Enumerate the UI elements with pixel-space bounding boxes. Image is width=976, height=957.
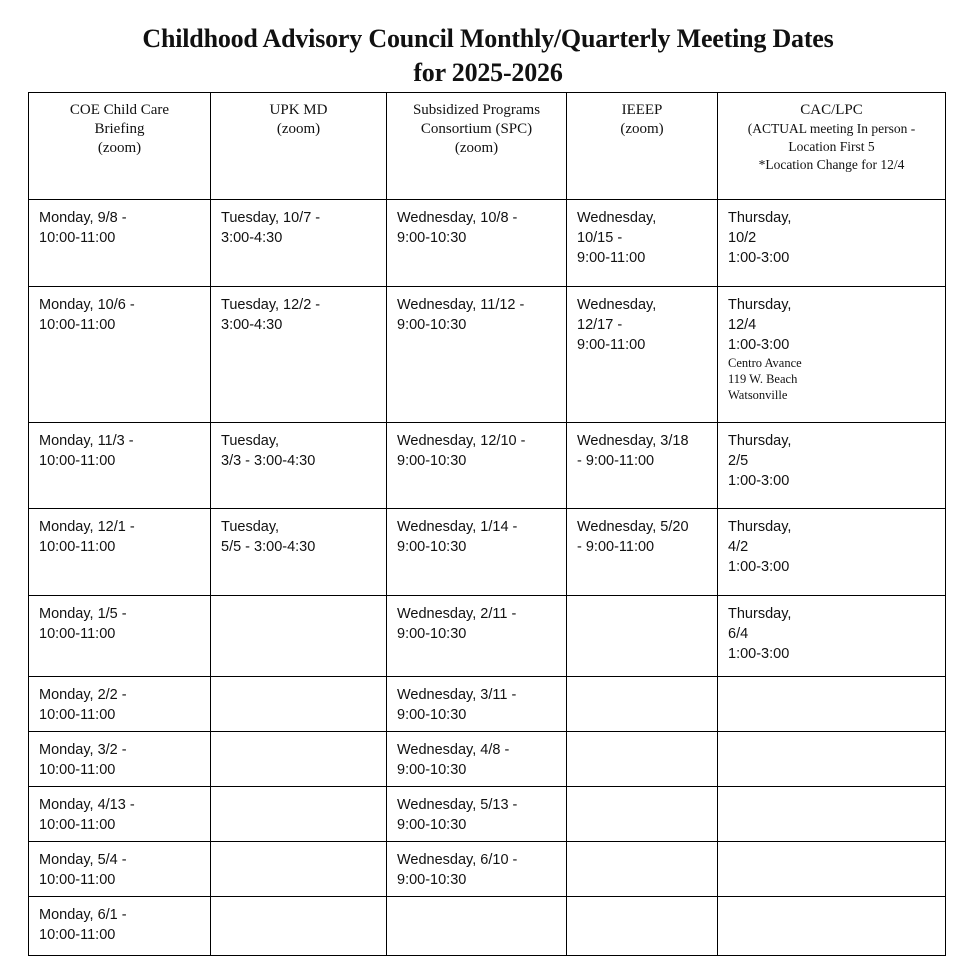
table-header-row bbox=[29, 93, 946, 200]
cell-text-line: 1:00-3:00 bbox=[728, 559, 790, 575]
cell-cac bbox=[718, 200, 946, 287]
cell-text-line: Tuesday, 12/2 - bbox=[221, 297, 321, 313]
column-header-line: UPK MD bbox=[269, 102, 328, 118]
cell-spc bbox=[387, 509, 567, 596]
column-header-line: IEEEP bbox=[621, 102, 663, 118]
cell-cac bbox=[718, 596, 946, 677]
table-row bbox=[29, 423, 946, 509]
cell-text-line: Monday, 11/3 - bbox=[39, 433, 134, 449]
page-title-line-2: for 2025-2026 bbox=[413, 58, 563, 87]
cell-ieeep bbox=[567, 423, 718, 509]
column-header-line: Briefing bbox=[94, 121, 145, 137]
cell-upk bbox=[211, 509, 387, 596]
cell-text-line: 9:00-10:30 bbox=[397, 453, 467, 469]
column-header-coe bbox=[29, 93, 211, 200]
table-row bbox=[29, 596, 946, 677]
cell-upk bbox=[211, 897, 387, 956]
cell-spc bbox=[387, 897, 567, 956]
column-header-note: Location First 5 bbox=[788, 139, 875, 154]
cell-coe bbox=[29, 897, 211, 956]
cell-coe bbox=[29, 423, 211, 509]
cell-spc bbox=[387, 200, 567, 287]
cell-text-line: Monday, 6/1 - bbox=[39, 907, 127, 923]
cell-coe bbox=[29, 200, 211, 287]
cell-text-line: 9:00-10:30 bbox=[397, 817, 467, 833]
cell-text-line: Wednesday, 2/11 - bbox=[397, 606, 517, 622]
cell-text-line: - 9:00-11:00 bbox=[577, 453, 655, 469]
cell-ieeep bbox=[567, 287, 718, 423]
cell-text-line: Monday, 3/2 - bbox=[39, 742, 127, 758]
column-header-upk bbox=[211, 93, 387, 200]
column-header-line: Consortium (SPC) bbox=[420, 121, 533, 137]
cell-text-line: Monday, 12/1 - bbox=[39, 519, 135, 535]
cell-coe bbox=[29, 509, 211, 596]
cell-text-line: Tuesday, 10/7 - bbox=[221, 210, 321, 226]
cell-text-line: 9:00-10:30 bbox=[397, 626, 467, 642]
cell-ieeep bbox=[567, 842, 718, 897]
page-title bbox=[0, 22, 976, 90]
cell-text-line: 12/4 bbox=[728, 317, 757, 333]
cell-text-line: Thursday, bbox=[728, 297, 792, 313]
cell-text-line: Thursday, bbox=[728, 210, 792, 226]
cell-text-line: 12/17 - bbox=[577, 317, 623, 333]
cell-spc bbox=[387, 677, 567, 732]
column-header-spc bbox=[387, 93, 567, 200]
cell-cac bbox=[718, 509, 946, 596]
cell-text-line: Thursday, bbox=[728, 519, 792, 535]
cell-upk bbox=[211, 200, 387, 287]
cell-text-line: 2/5 bbox=[728, 453, 749, 469]
cell-coe bbox=[29, 596, 211, 677]
cell-coe bbox=[29, 732, 211, 787]
table-row bbox=[29, 897, 946, 956]
cell-text-line: Wednesday, 5/13 - bbox=[397, 797, 518, 813]
cell-text-line: 3:00-4:30 bbox=[221, 230, 283, 246]
column-header-line: COE Child Care bbox=[69, 102, 170, 118]
cell-text-line: 6/4 bbox=[728, 626, 749, 642]
column-header-line: (zoom) bbox=[620, 121, 664, 137]
cell-text-line: 9:00-10:30 bbox=[397, 872, 467, 888]
table-row bbox=[29, 287, 946, 423]
cell-text-line: Wednesday, 3/11 - bbox=[397, 687, 517, 703]
cell-ieeep bbox=[567, 509, 718, 596]
cell-text-line: 10/15 - bbox=[577, 230, 623, 246]
cell-text-line: Wednesday, 6/10 - bbox=[397, 852, 518, 868]
cell-text-line: Wednesday, bbox=[577, 297, 657, 313]
cell-text-line: Wednesday, bbox=[577, 210, 657, 226]
cell-text-line: 10:00-11:00 bbox=[39, 453, 116, 469]
cell-upk bbox=[211, 596, 387, 677]
cell-text-line: Wednesday, 11/12 - bbox=[397, 297, 525, 313]
cell-text-line: 1:00-3:00 bbox=[728, 337, 790, 353]
cell-location-line: Centro Avance bbox=[728, 356, 802, 370]
cell-cac bbox=[718, 677, 946, 732]
column-header-line: Subsidized Programs bbox=[412, 102, 541, 118]
cell-upk bbox=[211, 732, 387, 787]
cell-text-line: Tuesday, bbox=[221, 433, 280, 449]
table-row bbox=[29, 842, 946, 897]
cell-text-line: Monday, 4/13 - bbox=[39, 797, 135, 813]
cell-text-line: Thursday, bbox=[728, 433, 792, 449]
column-header-ieeep bbox=[567, 93, 718, 200]
table-row bbox=[29, 732, 946, 787]
cell-cac bbox=[718, 897, 946, 956]
cell-ieeep bbox=[567, 677, 718, 732]
cell-location-line: 119 W. Beach bbox=[728, 372, 798, 386]
cell-spc bbox=[387, 732, 567, 787]
cell-text-line: Monday, 1/5 - bbox=[39, 606, 127, 622]
cell-spc bbox=[387, 596, 567, 677]
cell-text-line: 9:00-11:00 bbox=[577, 250, 646, 266]
cell-text-line: Monday, 5/4 - bbox=[39, 852, 127, 868]
table-header bbox=[29, 93, 946, 200]
cell-upk bbox=[211, 423, 387, 509]
cell-text-line: 10:00-11:00 bbox=[39, 626, 116, 642]
cell-text-line: - 9:00-11:00 bbox=[577, 539, 655, 555]
cell-spc bbox=[387, 842, 567, 897]
cell-text-line: 5/5 - 3:00-4:30 bbox=[221, 539, 316, 555]
page-title-line-1: Childhood Advisory Council Monthly/Quarterly Meeting Dates bbox=[142, 24, 834, 53]
cell-ieeep bbox=[567, 732, 718, 787]
cell-text-line: 9:00-10:30 bbox=[397, 707, 467, 723]
cell-ieeep bbox=[567, 200, 718, 287]
cell-spc bbox=[387, 423, 567, 509]
cell-text-line: 1:00-3:00 bbox=[728, 473, 790, 489]
column-header-line: (zoom) bbox=[97, 140, 142, 156]
cell-text-line: Monday, 10/6 - bbox=[39, 297, 135, 313]
cell-text-line: Wednesday, 10/8 - bbox=[397, 210, 518, 226]
cell-upk bbox=[211, 787, 387, 842]
cell-upk bbox=[211, 677, 387, 732]
cell-text-line: 9:00-11:00 bbox=[577, 337, 646, 353]
cell-coe bbox=[29, 287, 211, 423]
cell-cac bbox=[718, 732, 946, 787]
meeting-schedule-table bbox=[28, 92, 946, 956]
cell-text-line: 10:00-11:00 bbox=[39, 927, 116, 943]
cell-spc bbox=[387, 787, 567, 842]
cell-text-line: 10:00-11:00 bbox=[39, 872, 116, 888]
cell-text-line: Thursday, bbox=[728, 606, 792, 622]
cell-location-line: Watsonville bbox=[728, 388, 788, 402]
table-body bbox=[29, 200, 946, 956]
column-header-note: (ACTUAL meeting In person - bbox=[747, 121, 916, 136]
table-row bbox=[29, 509, 946, 596]
cell-ieeep bbox=[567, 897, 718, 956]
cell-cac bbox=[718, 842, 946, 897]
cell-text-line: Monday, 9/8 - bbox=[39, 210, 127, 226]
cell-text-line: 10:00-11:00 bbox=[39, 539, 116, 555]
cell-spc bbox=[387, 287, 567, 423]
cell-text-line: 10:00-11:00 bbox=[39, 317, 116, 333]
cell-text-line: 4/2 bbox=[728, 539, 749, 555]
cell-text-line: Wednesday, 12/10 - bbox=[397, 433, 526, 449]
cell-ieeep bbox=[567, 596, 718, 677]
cell-cac bbox=[718, 287, 946, 423]
cell-text-line: 3/3 - 3:00-4:30 bbox=[221, 453, 316, 469]
cell-text-line: Wednesday, 1/14 - bbox=[397, 519, 518, 535]
cell-text-line: 10/2 bbox=[728, 230, 757, 246]
cell-text-line: 9:00-10:30 bbox=[397, 317, 467, 333]
cell-text-line: 1:00-3:00 bbox=[728, 250, 790, 266]
column-header-cac bbox=[718, 93, 946, 200]
cell-upk bbox=[211, 287, 387, 423]
table-row bbox=[29, 200, 946, 287]
cell-cac bbox=[718, 423, 946, 509]
table-row bbox=[29, 787, 946, 842]
cell-text-line: 10:00-11:00 bbox=[39, 707, 116, 723]
cell-text-line: 9:00-10:30 bbox=[397, 762, 467, 778]
cell-text-line: 1:00-3:00 bbox=[728, 646, 790, 662]
column-header-note: *Location Change for 12/4 bbox=[758, 157, 905, 172]
cell-text-line: 3:00-4:30 bbox=[221, 317, 283, 333]
column-header-line: CAC/LPC bbox=[800, 102, 863, 118]
cell-cac bbox=[718, 787, 946, 842]
cell-text-line: 10:00-11:00 bbox=[39, 230, 116, 246]
cell-text-line: 9:00-10:30 bbox=[397, 230, 467, 246]
cell-text-line: Wednesday, 3/18 bbox=[577, 433, 689, 449]
table-row bbox=[29, 677, 946, 732]
cell-text-line: 9:00-10:30 bbox=[397, 539, 467, 555]
cell-ieeep bbox=[567, 787, 718, 842]
cell-text-line: Wednesday, 4/8 - bbox=[397, 742, 510, 758]
cell-text-line: Wednesday, 5/20 bbox=[577, 519, 689, 535]
column-header-line: (zoom) bbox=[454, 140, 499, 156]
cell-text-line: Tuesday, bbox=[221, 519, 280, 535]
cell-text-line: 10:00-11:00 bbox=[39, 817, 116, 833]
cell-coe bbox=[29, 677, 211, 732]
column-header-line: (zoom) bbox=[276, 121, 321, 137]
cell-upk bbox=[211, 842, 387, 897]
cell-coe bbox=[29, 842, 211, 897]
cell-text-line: 10:00-11:00 bbox=[39, 762, 116, 778]
cell-coe bbox=[29, 787, 211, 842]
cell-text-line: Monday, 2/2 - bbox=[39, 687, 127, 703]
